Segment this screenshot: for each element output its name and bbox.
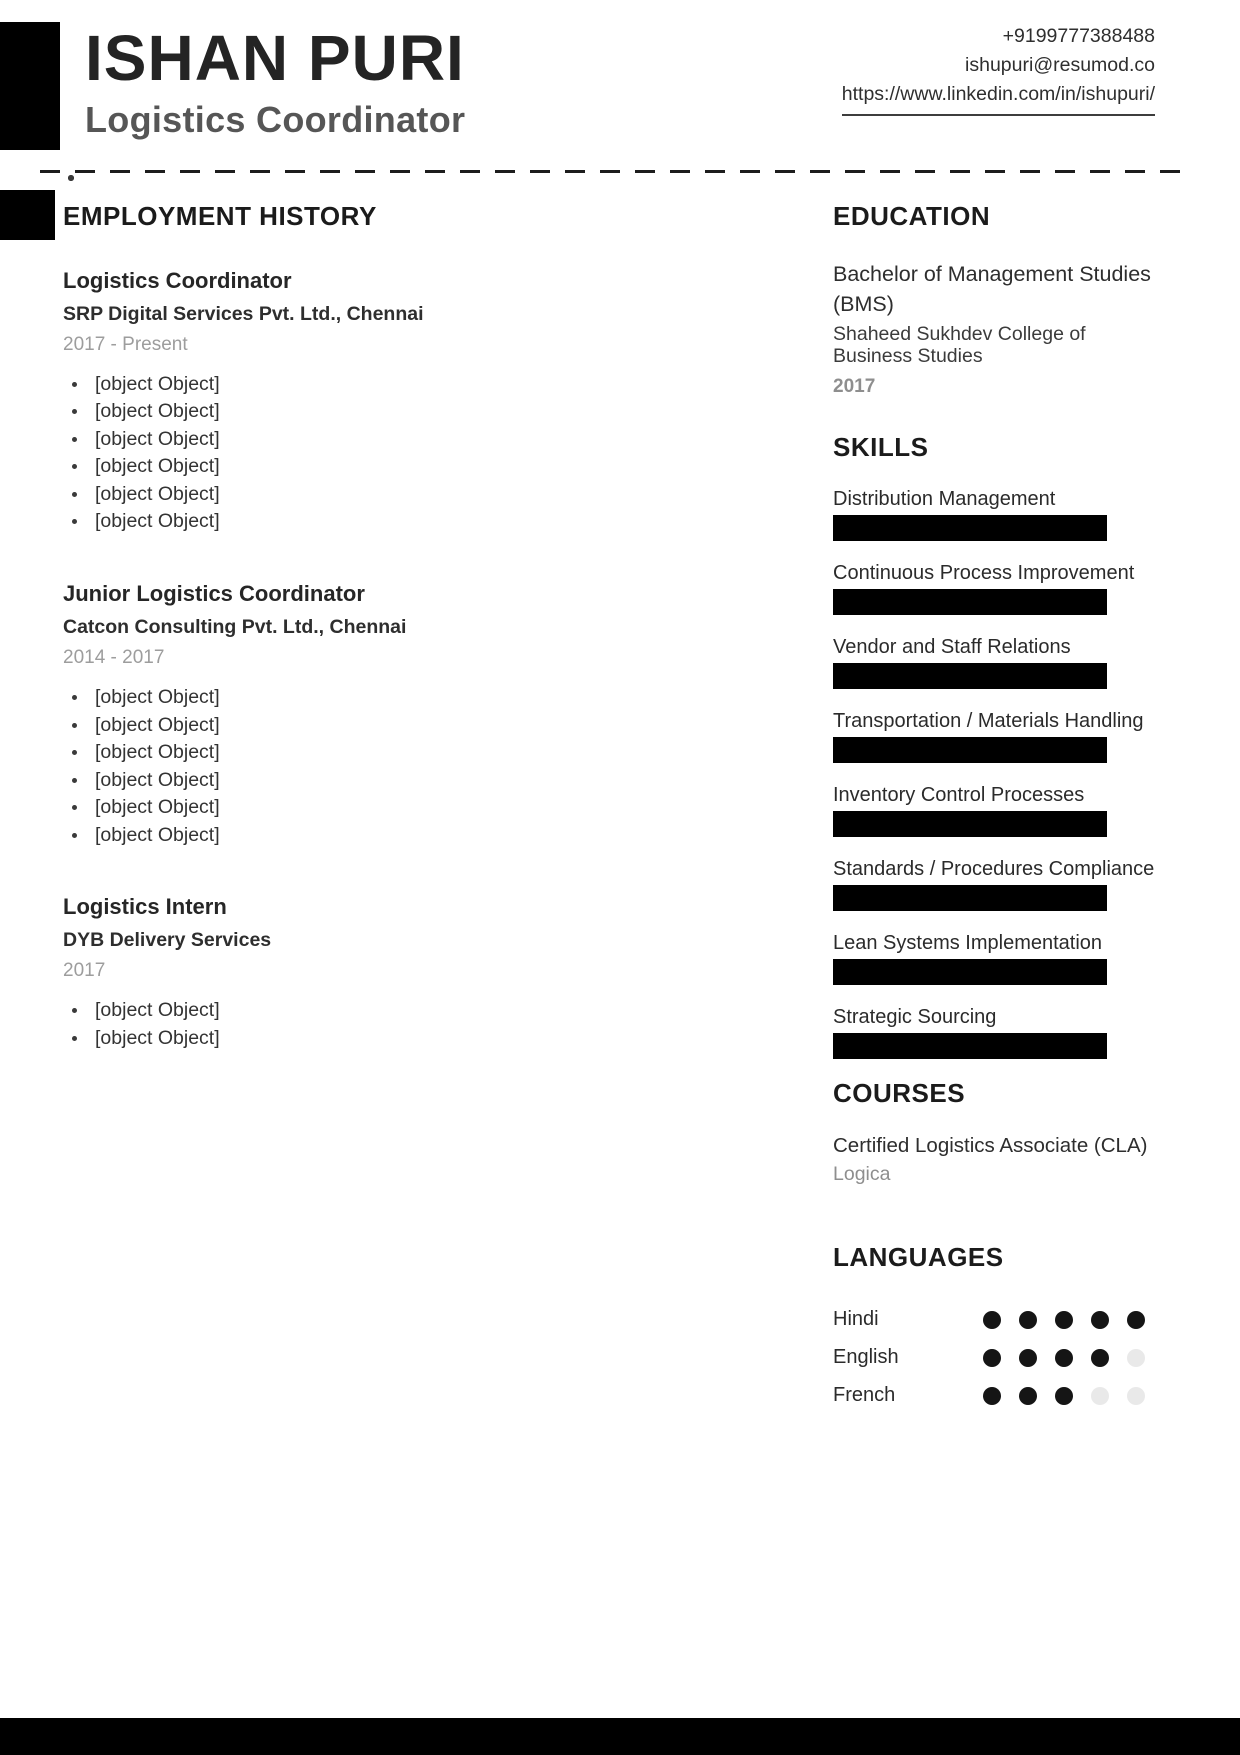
courses-heading: COURSES xyxy=(833,1077,966,1108)
job-company: SRP Digital Services Pvt. Ltd., Chennai xyxy=(63,302,424,325)
level-dot xyxy=(1055,1311,1073,1329)
job-bullet: [object Object] xyxy=(63,398,728,426)
level-dot xyxy=(1019,1311,1037,1329)
job-company: DYB Delivery Services xyxy=(63,929,272,952)
level-dot xyxy=(1091,1311,1109,1329)
job-entry xyxy=(63,269,728,536)
education-school: Shaheed Sukhdev College of Business Studies xyxy=(833,322,1086,367)
job-bullet: [object Object] xyxy=(63,684,728,712)
language-name: Hindi xyxy=(833,1308,879,1331)
skill-item xyxy=(833,784,1163,837)
skill-item xyxy=(833,488,1163,541)
header xyxy=(0,0,1240,141)
skill-item xyxy=(833,636,1163,689)
skill-item xyxy=(833,562,1163,615)
skills-list xyxy=(833,488,1163,1059)
language-level-dots xyxy=(983,1387,1145,1405)
education-year: 2017 xyxy=(833,375,876,397)
job-bullet: [object Object] xyxy=(63,794,728,822)
job-bullet: [object Object] xyxy=(63,712,728,740)
language-level-dots xyxy=(983,1311,1145,1329)
level-dot xyxy=(1055,1387,1073,1405)
level-dot xyxy=(1091,1387,1109,1405)
contact-phone: +9199777388488 xyxy=(1002,25,1155,47)
job-entry xyxy=(63,895,728,1052)
job-bullet: [object Object] xyxy=(63,739,728,767)
job-title: Junior Logistics Coordinator xyxy=(63,580,365,606)
job-dates: 2017 xyxy=(63,960,106,982)
job-bullet: [object Object] xyxy=(63,481,728,509)
person-job-title: Logistics Coordinator xyxy=(85,98,466,140)
skill-label: Continuous Process Improvement xyxy=(833,561,1135,584)
contact-email: ishupuri@resumod.co xyxy=(965,54,1155,76)
job-entry xyxy=(63,582,728,849)
level-dot xyxy=(1127,1387,1145,1405)
skill-level-bar xyxy=(833,737,1107,763)
course-provider: Logica xyxy=(833,1162,891,1185)
level-dot xyxy=(1127,1311,1145,1329)
job-bullet: [object Object] xyxy=(63,453,728,481)
skills-heading: SKILLS xyxy=(833,431,929,462)
level-dot xyxy=(1127,1349,1145,1367)
skill-level-bar xyxy=(833,663,1107,689)
skill-item xyxy=(833,858,1163,911)
level-dot xyxy=(983,1311,1001,1329)
job-dates: 2017 - Present xyxy=(63,333,188,355)
skill-label: Lean Systems Implementation xyxy=(833,931,1103,954)
skill-label: Vendor and Staff Relations xyxy=(833,635,1071,658)
job-bullet: [object Object] xyxy=(63,508,728,536)
skill-level-bar xyxy=(833,811,1107,837)
skill-label: Strategic Sourcing xyxy=(833,1005,997,1028)
footer-accent-bar xyxy=(0,1718,1240,1755)
level-dot xyxy=(1055,1349,1073,1367)
header-accent-block xyxy=(0,22,60,150)
contact-linkedin[interactable] xyxy=(842,80,1155,116)
education-degree: Bachelor of Management Studies (BMS) xyxy=(833,261,1151,316)
dashed-divider xyxy=(40,170,1180,173)
skill-level-bar xyxy=(833,515,1107,541)
job-title: Logistics Intern xyxy=(63,894,227,920)
identity-block xyxy=(85,22,466,141)
job-bullet: [object Object] xyxy=(63,767,728,795)
education-heading: EDUCATION xyxy=(833,200,991,231)
level-dot xyxy=(1091,1349,1109,1367)
job-bullet: [object Object] xyxy=(63,1025,728,1053)
sidebar-column xyxy=(833,200,1163,1422)
skill-level-bar xyxy=(833,589,1107,615)
skill-label: Transportation / Materials Handling xyxy=(833,709,1144,732)
languages-heading: LANGUAGES xyxy=(833,1241,1004,1272)
contact-block xyxy=(842,22,1155,116)
linkedin-link[interactable]: https://www.linkedin.com/in/ishupuri/ xyxy=(842,80,1155,116)
job-title: Logistics Coordinator xyxy=(63,267,292,293)
level-dot xyxy=(1019,1387,1037,1405)
skill-level-bar xyxy=(833,1033,1107,1059)
language-name: French xyxy=(833,1384,896,1407)
job-bullet: [object Object] xyxy=(63,822,728,850)
course-name: Certified Logistics Associate (CLA) xyxy=(833,1133,1148,1157)
employment-section xyxy=(63,200,728,1422)
skill-level-bar xyxy=(833,959,1107,985)
language-level-dots xyxy=(983,1349,1145,1367)
skill-label: Distribution Management xyxy=(833,487,1056,510)
skill-item xyxy=(833,1006,1163,1059)
job-bullet: [object Object] xyxy=(63,997,728,1025)
skill-label: Inventory Control Processes xyxy=(833,783,1085,806)
job-bullet-list xyxy=(63,684,728,849)
job-bullet: [object Object] xyxy=(63,371,728,399)
language-row xyxy=(833,1384,1163,1408)
level-dot xyxy=(983,1387,1001,1405)
language-row xyxy=(833,1346,1163,1370)
job-company: Catcon Consulting Pvt. Ltd., Chennai xyxy=(63,616,407,639)
language-name: English xyxy=(833,1346,899,1369)
job-dates: 2014 - 2017 xyxy=(63,647,165,669)
jobs-list xyxy=(63,269,728,1053)
content-columns xyxy=(0,200,1240,1422)
job-bullet-list xyxy=(63,997,728,1052)
employment-heading: EMPLOYMENT HISTORY xyxy=(63,203,728,229)
level-dot xyxy=(983,1349,1001,1367)
languages-list xyxy=(833,1308,1163,1408)
language-row xyxy=(833,1308,1163,1332)
level-dot xyxy=(1019,1349,1037,1367)
skill-item xyxy=(833,710,1163,763)
skill-item xyxy=(833,932,1163,985)
person-name: ISHAN PURI xyxy=(85,22,465,94)
skill-level-bar xyxy=(833,885,1107,911)
job-bullet: [object Object] xyxy=(63,426,728,454)
skill-label: Standards / Procedures Compliance xyxy=(833,857,1155,880)
job-bullet-list xyxy=(63,371,728,536)
